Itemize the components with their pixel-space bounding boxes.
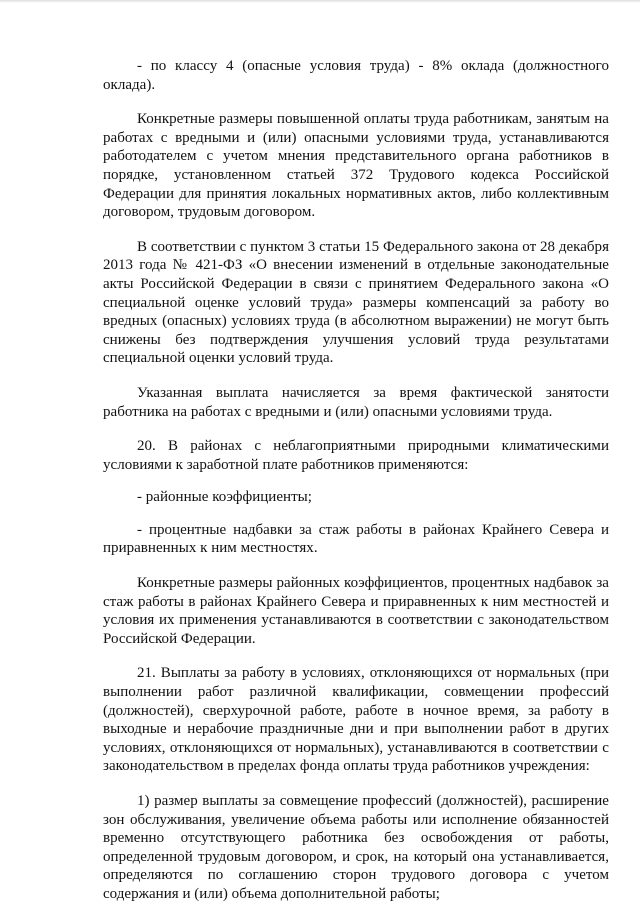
- scan-top-edge: [0, 0, 640, 3]
- paragraph-class-4-rate: - по классу 4 (опасные условия труда) - 8% оклада (должностного оклада).: [103, 58, 609, 93]
- paragraph-item-20: 20. В районах с неблагоприятными природными климатическими условиями к заработной плате работников применяются:: [103, 438, 609, 473]
- paragraph-percentage-allowances: - процентные надбавки за стаж работы в районах Крайнего Севера и приравненных к ним местностях.: [103, 521, 609, 557]
- paragraph-federal-law-reference: В соответствии с пунктом 3 статьи 15 Федерального закона от 28 декабря 2013 года № 421-ФЗ «О внесении изменений в отдельные законодательные акты Российской Федерации в связи с принятием Федерального закона «О специальной оценке условий труда» размеры компенсаций за работу во вредных (опасных) условиях труда (в абсолютном выражении) не могут быть снижены без подтверждения улучшения условий труда результатами специальной оценки условий труда.: [103, 238, 609, 367]
- paragraph-regional-coefficients: - районные коэффициенты;: [137, 489, 312, 506]
- paragraph-regional-sizes: Конкретные размеры районных коэффициентов, процентных надбавок за стаж работы в районах Крайнего Севера и приравненных к ним местностей и условия их применения устанавливаются в соответствии с законодательством Российской Федерации.: [103, 575, 609, 647]
- paragraph-increased-pay-sizes: Конкретные размеры повышенной оплаты труда работникам, занятым на работах с вредными и (или) опасными условиями труда, устанавливаются работодателем с учетом мнения представительного органа работников в порядке, установленном статьей 372 Трудового кодекса Российской Федерации для принятия локальных нормативных актов, либо коллективным договором, трудовым договором.: [103, 111, 609, 221]
- paragraph-item-21: 21. Выплаты за работу в условиях, отклоняющихся от нормальных (при выполнении работ различной квалификации, совмещении профессий (должностей), сверхурочной работе, работе в ночное время, за работу в выходные и нерабочие праздничные дни и при выполнении работ в других условиях, отклоняющихся от нормальных), устанавливаются в соответствии с законодательством в пределах фонда оплаты труда работников учреждения:: [103, 665, 609, 775]
- paragraph-subitem-1: 1) размер выплаты за совмещение профессий (должностей), расширение зон обслуживания, увеличение объема работы или исполнение обязанностей временно отсутствующего работника без освобождения от работы, определенной трудовым договором, и срок, на который она устанавливается, определяются по соглашению сторон трудового договора с учетом содержания и (или) объема дополнительной работы;: [103, 793, 609, 902]
- paragraph-payment-accrual: Указанная выплата начисляется за время фактической занятости работника на работах с вредными и (или) опасными условиями труда.: [103, 384, 609, 420]
- document-body: [103, 57, 609, 920]
